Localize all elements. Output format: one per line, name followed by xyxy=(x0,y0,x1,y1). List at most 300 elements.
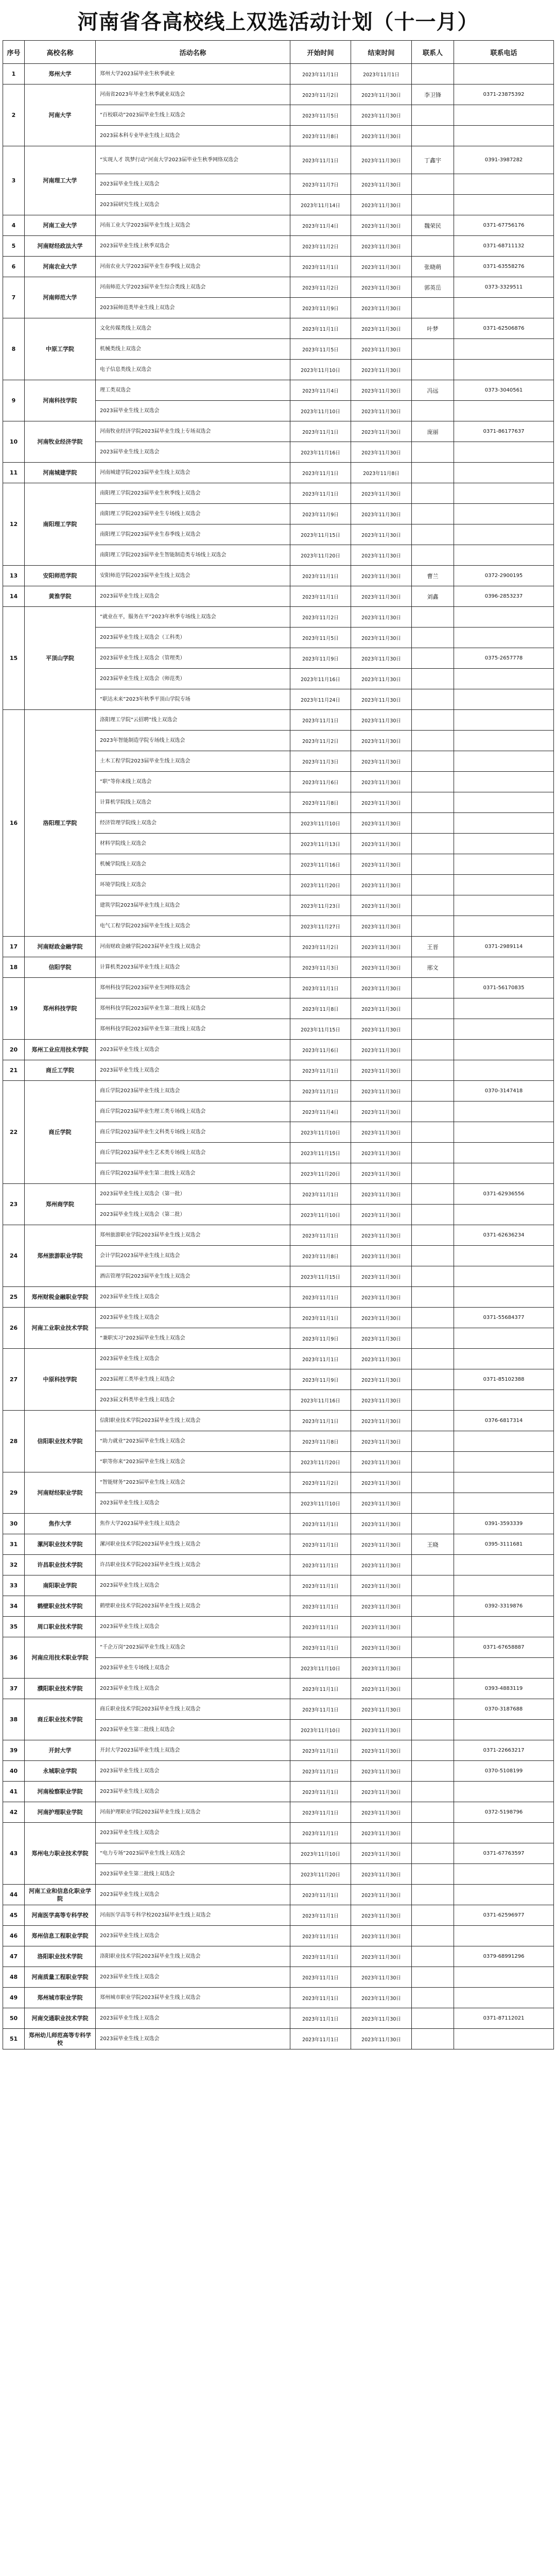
cell-index: 10 xyxy=(3,421,25,463)
cell-phone xyxy=(454,1390,554,1411)
cell-start: 2023年11月20日 xyxy=(290,875,351,895)
cell-activity: 商丘学院2023届毕业生理工类专场线上双选会 xyxy=(96,1101,290,1122)
table-row xyxy=(3,2008,554,2029)
cell-contact xyxy=(412,236,454,257)
cell-phone xyxy=(454,545,554,566)
cell-end: 2023年11月30日 xyxy=(351,215,412,236)
cell-start: 2023年11月1日 xyxy=(290,1926,351,1946)
table-row xyxy=(3,607,554,628)
cell-contact xyxy=(412,1081,454,1101)
cell-phone: 0371-22663217 xyxy=(454,1740,554,1761)
cell-start: 2023年11月5日 xyxy=(290,628,351,648)
cell-contact xyxy=(412,1926,454,1946)
cell-start: 2023年11月27日 xyxy=(290,916,351,937)
cell-end: 2023年11月30日 xyxy=(351,421,412,442)
table-row xyxy=(3,1946,554,1967)
cell-activity: 2023届本科专业毕业生线上双选会 xyxy=(96,126,290,146)
cell-start: 2023年11月8日 xyxy=(290,126,351,146)
cell-end: 2023年11月30日 xyxy=(351,545,412,566)
cell-start: 2023年11月1日 xyxy=(290,1761,351,1782)
cell-index: 34 xyxy=(3,1596,25,1617)
cell-activity: 河南农业大学2023届毕业生春季线上双选会 xyxy=(96,257,290,277)
cell-activity: 郑州城市职业学院2023届毕业生线上双选会 xyxy=(96,1988,290,2008)
table-row xyxy=(3,215,554,236)
cell-end: 2023年11月30日 xyxy=(351,813,412,834)
cell-phone xyxy=(454,504,554,524)
cell-phone xyxy=(454,195,554,215)
cell-start: 2023年11月8日 xyxy=(290,1246,351,1266)
cell-index: 36 xyxy=(3,1637,25,1679)
cell-start: 2023年11月10日 xyxy=(290,1122,351,1143)
cell-end: 2023年11月30日 xyxy=(351,146,412,174)
cell-end: 2023年11月30日 xyxy=(351,1905,412,1926)
cell-end: 2023年11月30日 xyxy=(351,1575,412,1596)
cell-phone xyxy=(454,1101,554,1122)
cell-start: 2023年11月10日 xyxy=(290,1205,351,1225)
cell-start: 2023年11月1日 xyxy=(290,1988,351,2008)
table-row xyxy=(3,978,554,998)
cell-activity: “百校联动”2023届毕业生线上双选会 xyxy=(96,105,290,126)
cell-activity: 2023届毕业生线上双选会 xyxy=(96,1679,290,1699)
cell-start: 2023年11月20日 xyxy=(290,1163,351,1184)
cell-activity: 2023届毕业生第二批线上双选会 xyxy=(96,1720,290,1740)
cell-end: 2023年11月30日 xyxy=(351,1988,412,2008)
cell-school: 信阳职业技术学院 xyxy=(25,1411,96,1472)
cell-contact xyxy=(412,916,454,937)
header-index: 序号 xyxy=(3,41,25,64)
cell-contact xyxy=(412,1555,454,1575)
cell-end: 2023年11月30日 xyxy=(351,1122,412,1143)
cell-phone: 0392-3319876 xyxy=(454,1596,554,1617)
cell-index: 47 xyxy=(3,1946,25,1967)
cell-end: 2023年11月30日 xyxy=(351,105,412,126)
cell-phone xyxy=(454,875,554,895)
cell-school: 中原工学院 xyxy=(25,318,96,380)
cell-contact xyxy=(412,607,454,628)
cell-contact xyxy=(412,1864,454,1885)
cell-start: 2023年11月1日 xyxy=(290,1699,351,1720)
table-row xyxy=(3,1823,554,1843)
cell-start: 2023年11月9日 xyxy=(290,1328,351,1349)
cell-start: 2023年11月14日 xyxy=(290,195,351,215)
cell-phone: 0371-86177637 xyxy=(454,421,554,442)
cell-contact xyxy=(412,105,454,126)
cell-end: 2023年11月30日 xyxy=(351,1534,412,1555)
cell-end: 2023年11月30日 xyxy=(351,1885,412,1905)
cell-end: 2023年11月30日 xyxy=(351,978,412,998)
cell-activity: 环境学院线上双选会 xyxy=(96,875,290,895)
cell-phone xyxy=(454,689,554,710)
cell-contact xyxy=(412,648,454,669)
cell-end: 2023年11月30日 xyxy=(351,380,412,401)
cell-activity: “就业在平，服务在平”2023年秋季专场线上双选会 xyxy=(96,607,290,628)
cell-school: 河南工业大学 xyxy=(25,215,96,236)
cell-contact xyxy=(412,1019,454,1040)
cell-end: 2023年11月30日 xyxy=(351,1514,412,1534)
cell-school: 郑州旅游职业学院 xyxy=(25,1225,96,1287)
cell-start: 2023年11月15日 xyxy=(290,524,351,545)
cell-phone: 0370-5108199 xyxy=(454,1761,554,1782)
cell-phone: 0371-62936556 xyxy=(454,1184,554,1205)
cell-index: 11 xyxy=(3,463,25,483)
cell-activity: 南阳理工学院2023届毕业生秋季线上双选会 xyxy=(96,483,290,504)
cell-index: 29 xyxy=(3,1472,25,1514)
cell-activity: 2023届毕业生线上双选会（管理类） xyxy=(96,648,290,669)
cell-phone: 0373-3040561 xyxy=(454,380,554,401)
cell-activity: 郑州科技学院2023届毕业生第二批线上双选会 xyxy=(96,998,290,1019)
cell-end: 2023年11月30日 xyxy=(351,875,412,895)
cell-index: 21 xyxy=(3,1060,25,1081)
cell-phone: 0371-23875392 xyxy=(454,84,554,105)
cell-end: 2023年11月30日 xyxy=(351,1720,412,1740)
cell-start: 2023年11月1日 xyxy=(290,318,351,339)
cell-activity: 计算机类2023届毕业生线上双选会 xyxy=(96,957,290,978)
cell-activity: 2023届毕业生线上双选会 xyxy=(96,1967,290,1988)
cell-start: 2023年11月10日 xyxy=(290,813,351,834)
cell-phone xyxy=(454,1019,554,1040)
cell-school: 中原科技学院 xyxy=(25,1349,96,1411)
cell-start: 2023年11月10日 xyxy=(290,1843,351,1864)
cell-end: 2023年11月30日 xyxy=(351,895,412,916)
cell-contact xyxy=(412,1720,454,1740)
table-row xyxy=(3,1988,554,2008)
cell-school: 郑州大学 xyxy=(25,64,96,84)
cell-start: 2023年11月15日 xyxy=(290,1266,351,1287)
cell-index: 3 xyxy=(3,146,25,215)
cell-index: 13 xyxy=(3,566,25,586)
cell-phone xyxy=(454,1452,554,1472)
cell-index: 8 xyxy=(3,318,25,380)
cell-activity: 2023届理工类毕业生线上双选会 xyxy=(96,1369,290,1390)
cell-index: 20 xyxy=(3,1040,25,1060)
table-row xyxy=(3,483,554,504)
cell-phone: 0371-62596977 xyxy=(454,1905,554,1926)
cell-start: 2023年11月2日 xyxy=(290,236,351,257)
cell-start: 2023年11月1日 xyxy=(290,1740,351,1761)
cell-start: 2023年11月1日 xyxy=(290,1617,351,1637)
cell-phone: 0371-62506876 xyxy=(454,318,554,339)
cell-contact xyxy=(412,1472,454,1493)
header-start: 开始时间 xyxy=(290,41,351,64)
table-row xyxy=(3,1885,554,1905)
cell-activity: 开封大学2023届毕业生线上双选会 xyxy=(96,1740,290,1761)
cell-school: 河南检察职业学院 xyxy=(25,1782,96,1802)
cell-end: 2023年11月30日 xyxy=(351,1617,412,1637)
cell-phone xyxy=(454,401,554,421)
cell-index: 32 xyxy=(3,1555,25,1575)
cell-activity: 机械类线上双选会 xyxy=(96,339,290,360)
table-row xyxy=(3,1740,554,1761)
cell-school: 安阳师范学院 xyxy=(25,566,96,586)
cell-activity: 2023届毕业生线上双选会 xyxy=(96,1575,290,1596)
cell-phone xyxy=(454,1287,554,1308)
cell-index: 42 xyxy=(3,1802,25,1823)
cell-activity: 2023届毕业生线上双选会 xyxy=(96,1493,290,1514)
cell-start: 2023年11月16日 xyxy=(290,1390,351,1411)
cell-end: 2023年11月30日 xyxy=(351,1246,412,1266)
table-row xyxy=(3,421,554,442)
table-row xyxy=(3,1040,554,1060)
cell-contact xyxy=(412,298,454,318)
cell-end: 2023年11月30日 xyxy=(351,628,412,648)
cell-end: 2023年11月30日 xyxy=(351,669,412,689)
cell-school: 河南理工大学 xyxy=(25,146,96,215)
cell-end: 2023年11月30日 xyxy=(351,1101,412,1122)
cell-phone: 0391-3987282 xyxy=(454,146,554,174)
cell-phone xyxy=(454,524,554,545)
cell-contact: 王晓 xyxy=(412,1534,454,1555)
cell-end: 2023年11月30日 xyxy=(351,1864,412,1885)
cell-activity: 漯河职业技术学院2023届毕业生线上双选会 xyxy=(96,1534,290,1555)
cell-phone xyxy=(454,895,554,916)
cell-index: 5 xyxy=(3,236,25,257)
table-row xyxy=(3,1349,554,1369)
cell-end: 2023年11月30日 xyxy=(351,339,412,360)
cell-contact xyxy=(412,1988,454,2008)
cell-start: 2023年11月16日 xyxy=(290,669,351,689)
cell-end: 2023年11月30日 xyxy=(351,689,412,710)
cell-contact xyxy=(412,504,454,524)
cell-school: 河南财经职业学院 xyxy=(25,1472,96,1514)
cell-end: 2023年11月30日 xyxy=(351,1040,412,1060)
cell-phone xyxy=(454,1555,554,1575)
cell-school: 河南农业大学 xyxy=(25,257,96,277)
cell-contact xyxy=(412,1184,454,1205)
table-row xyxy=(3,1514,554,1534)
cell-activity: “实现人才 筑梦行动”河南大学2023届毕业生秋季网络双选会 xyxy=(96,146,290,174)
cell-end: 2023年11月30日 xyxy=(351,1411,412,1431)
cell-index: 23 xyxy=(3,1184,25,1225)
cell-contact xyxy=(412,628,454,648)
cell-activity: 信阳职业技术学院2023届毕业生线上双选会 xyxy=(96,1411,290,1431)
cell-contact xyxy=(412,1823,454,1843)
cell-phone xyxy=(454,2029,554,2049)
cell-contact xyxy=(412,126,454,146)
cell-start: 2023年11月10日 xyxy=(290,1658,351,1679)
cell-contact: 张晓萌 xyxy=(412,257,454,277)
cell-start: 2023年11月10日 xyxy=(290,360,351,380)
cell-school: 焦作大学 xyxy=(25,1514,96,1534)
cell-start: 2023年11月4日 xyxy=(290,215,351,236)
cell-start: 2023年11月2日 xyxy=(290,277,351,298)
cell-index: 31 xyxy=(3,1534,25,1555)
cell-activity: 计算机学院线上双选会 xyxy=(96,792,290,813)
cell-end: 2023年11月30日 xyxy=(351,854,412,875)
cell-start: 2023年11月1日 xyxy=(290,1679,351,1699)
cell-activity: 商丘学院2023届毕业生文科类专场线上双选会 xyxy=(96,1122,290,1143)
cell-index: 14 xyxy=(3,586,25,607)
cell-end: 2023年11月30日 xyxy=(351,1472,412,1493)
header-end: 结束时间 xyxy=(351,41,412,64)
cell-contact xyxy=(412,1905,454,1926)
cell-phone: 0391-3593339 xyxy=(454,1514,554,1534)
cell-contact xyxy=(412,463,454,483)
cell-start: 2023年11月1日 xyxy=(290,1081,351,1101)
cell-activity: 河南师范大学2023届毕业生综合类线上双选会 xyxy=(96,277,290,298)
table-row xyxy=(3,1617,554,1637)
cell-start: 2023年11月15日 xyxy=(290,1019,351,1040)
table-row xyxy=(3,2029,554,2049)
table-row xyxy=(3,957,554,978)
cell-activity: 2023届文科类毕业生线上双选会 xyxy=(96,1390,290,1411)
cell-contact xyxy=(412,854,454,875)
cell-index: 30 xyxy=(3,1514,25,1534)
cell-activity: 河南省2023年毕业生秋季就业双选会 xyxy=(96,84,290,105)
cell-phone xyxy=(454,1205,554,1225)
cell-start: 2023年11月7日 xyxy=(290,174,351,195)
cell-contact: 刘鑫 xyxy=(412,586,454,607)
table-row xyxy=(3,1081,554,1101)
table-row xyxy=(3,1926,554,1946)
cell-contact xyxy=(412,792,454,813)
cell-end: 2023年11月30日 xyxy=(351,1287,412,1308)
cell-school: 洛阳理工学院 xyxy=(25,710,96,937)
cell-start: 2023年11月1日 xyxy=(290,1802,351,1823)
cell-index: 7 xyxy=(3,277,25,318)
cell-school: 河南工业职业技术学院 xyxy=(25,1308,96,1349)
cell-index: 2 xyxy=(3,84,25,146)
table-row xyxy=(3,1411,554,1431)
cell-activity: 2023届毕业生线上双选会 xyxy=(96,401,290,421)
cell-school: 河南城建学院 xyxy=(25,463,96,483)
cell-start: 2023年11月1日 xyxy=(290,1514,351,1534)
cell-end: 2023年11月30日 xyxy=(351,401,412,421)
cell-contact xyxy=(412,1843,454,1864)
cell-school: 河南财经政法大学 xyxy=(25,236,96,257)
cell-school: 河南应用技术职业学院 xyxy=(25,1637,96,1679)
cell-phone xyxy=(454,916,554,937)
cell-start: 2023年11月8日 xyxy=(290,998,351,1019)
cell-start: 2023年11月1日 xyxy=(290,2029,351,2049)
cell-start: 2023年11月1日 xyxy=(290,1060,351,1081)
cell-end: 2023年11月30日 xyxy=(351,834,412,854)
table-row xyxy=(3,937,554,957)
cell-school: 河南师范大学 xyxy=(25,277,96,318)
cell-end: 2023年11月30日 xyxy=(351,1225,412,1246)
cell-end: 2023年11月30日 xyxy=(351,1431,412,1452)
table-row xyxy=(3,1596,554,1617)
cell-activity: 文化传媒类线上双选会 xyxy=(96,318,290,339)
cell-activity: 2023届毕业生线上双选会 xyxy=(96,1823,290,1843)
table-row xyxy=(3,586,554,607)
cell-end: 2023年11月30日 xyxy=(351,1328,412,1349)
cell-end: 2023年11月30日 xyxy=(351,195,412,215)
cell-start: 2023年11月15日 xyxy=(290,1143,351,1163)
table-row xyxy=(3,1308,554,1328)
cell-activity: 郑州大学2023届毕业生秋季就业 xyxy=(96,64,290,84)
cell-school: 商丘学院 xyxy=(25,1081,96,1184)
cell-end: 2023年11月30日 xyxy=(351,1802,412,1823)
cell-start: 2023年11月1日 xyxy=(290,1967,351,1988)
table-row xyxy=(3,1472,554,1493)
cell-start: 2023年11月10日 xyxy=(290,401,351,421)
table-row xyxy=(3,64,554,84)
cell-index: 18 xyxy=(3,957,25,978)
cell-start: 2023年11月1日 xyxy=(290,1637,351,1658)
table-row xyxy=(3,1555,554,1575)
cell-school: 商丘职业技术学院 xyxy=(25,1699,96,1740)
cell-start: 2023年11月2日 xyxy=(290,937,351,957)
cell-activity: 许昌职业技术学院2023届毕业生线上双选会 xyxy=(96,1555,290,1575)
cell-activity: 2023届毕业生专场线上双选会 xyxy=(96,1658,290,1679)
cell-activity: 会计学院2023届毕业生线上双选会 xyxy=(96,1246,290,1266)
cell-school: 开封大学 xyxy=(25,1740,96,1761)
cell-start: 2023年11月16日 xyxy=(290,442,351,463)
table-header-row xyxy=(3,41,554,64)
cell-school: 郑州幼儿师范高等专科学校 xyxy=(25,2029,96,2049)
cell-activity: “千企万岗”2023届毕业生线上双选会 xyxy=(96,1637,290,1658)
table-row xyxy=(3,1184,554,1205)
cell-activity: 2023届毕业生线上双选会（师范类） xyxy=(96,669,290,689)
cell-phone xyxy=(454,1864,554,1885)
cell-school: 黄淮学院 xyxy=(25,586,96,607)
cell-contact xyxy=(412,1349,454,1369)
cell-contact xyxy=(412,1761,454,1782)
cell-phone xyxy=(454,1163,554,1184)
cell-school: 河南医学高等专科学校 xyxy=(25,1905,96,1926)
cell-index: 1 xyxy=(3,64,25,84)
cell-contact xyxy=(412,1452,454,1472)
cell-phone xyxy=(454,1143,554,1163)
cell-index: 39 xyxy=(3,1740,25,1761)
cell-end: 2023年11月30日 xyxy=(351,792,412,813)
cell-phone xyxy=(454,126,554,146)
cell-start: 2023年11月1日 xyxy=(290,1411,351,1431)
cell-activity: 电气工程学院2023届毕业生线上双选会 xyxy=(96,916,290,937)
table-row xyxy=(3,84,554,105)
cell-index: 27 xyxy=(3,1349,25,1411)
title-area xyxy=(0,0,556,40)
cell-activity: 郑州科技学院2023届毕业生第三批线上双选会 xyxy=(96,1019,290,1040)
cell-start: 2023年11月1日 xyxy=(290,1287,351,1308)
cell-school: 南阳职业学院 xyxy=(25,1575,96,1596)
cell-end: 2023年11月30日 xyxy=(351,566,412,586)
cell-phone xyxy=(454,1617,554,1637)
cell-phone: 0371-67756176 xyxy=(454,215,554,236)
cell-start: 2023年11月1日 xyxy=(290,421,351,442)
page-title: 河南省各高校线上双选活动计划（十一月） xyxy=(77,9,479,34)
cell-start: 2023年11月1日 xyxy=(290,1905,351,1926)
cell-contact xyxy=(412,545,454,566)
header-school: 高校名称 xyxy=(25,41,96,64)
cell-phone: 0371-67658887 xyxy=(454,1637,554,1658)
cell-phone xyxy=(454,834,554,854)
cell-activity: 2023届毕业生线上双选会 xyxy=(96,442,290,463)
cell-contact xyxy=(412,1225,454,1246)
cell-contact: 冯远 xyxy=(412,380,454,401)
cell-index: 24 xyxy=(3,1225,25,1287)
cell-end: 2023年11月30日 xyxy=(351,174,412,195)
cell-activity: 2023届毕业生线上双选会 xyxy=(96,1761,290,1782)
cell-school: 鹤壁职业技术学院 xyxy=(25,1596,96,1617)
cell-activity: 南阳理工学院2023届毕业生智能制造类专场线上双选会 xyxy=(96,545,290,566)
cell-contact xyxy=(412,875,454,895)
cell-contact xyxy=(412,64,454,84)
cell-phone xyxy=(454,105,554,126)
cell-phone xyxy=(454,1246,554,1266)
cell-end: 2023年11月30日 xyxy=(351,1163,412,1184)
cell-contact xyxy=(412,1246,454,1266)
cell-end: 2023年11月30日 xyxy=(351,1967,412,1988)
cell-phone xyxy=(454,1823,554,1843)
cell-activity: 安阳师范学院2023届毕业生线上双选会 xyxy=(96,566,290,586)
cell-contact xyxy=(412,751,454,772)
cell-contact: 郭英岳 xyxy=(412,277,454,298)
cell-activity: 2023届毕业生线上秋季双选会 xyxy=(96,236,290,257)
cell-end: 2023年11月30日 xyxy=(351,1266,412,1287)
cell-index: 45 xyxy=(3,1905,25,1926)
cell-contact xyxy=(412,1679,454,1699)
